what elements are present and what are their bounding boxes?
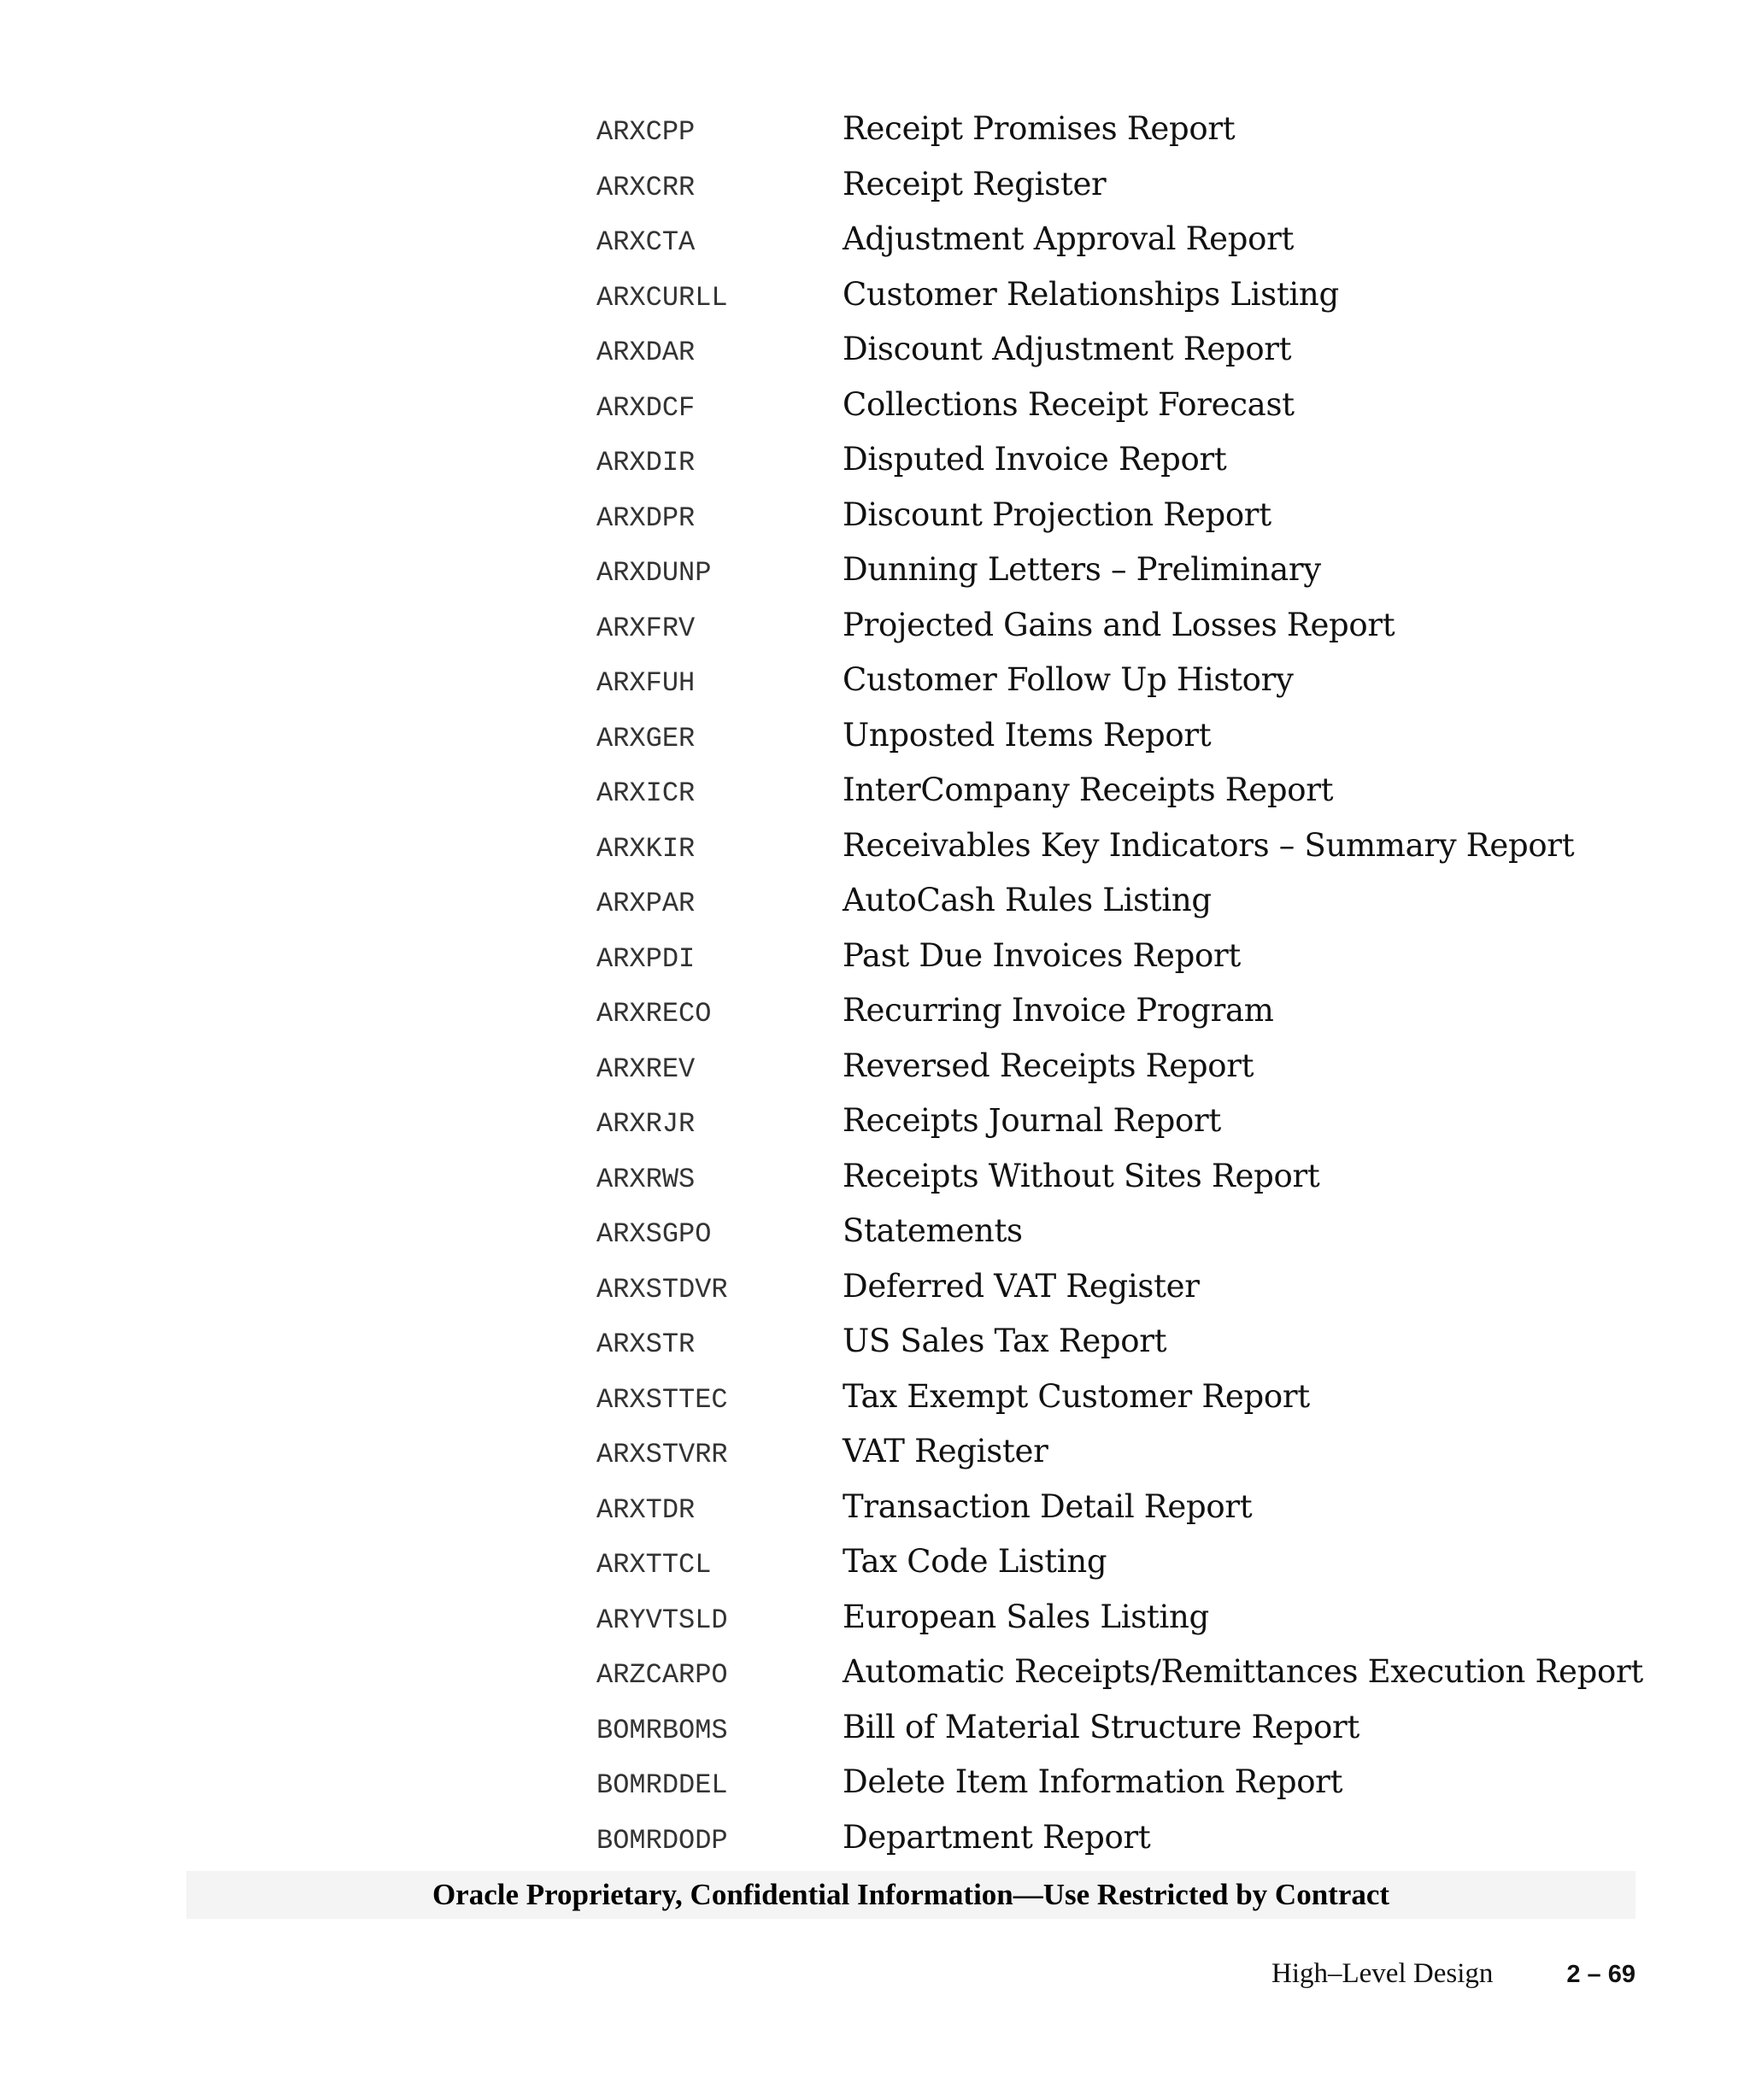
report-row: [0, 437, 1750, 493]
report-name: Bill of Material Structure Report: [843, 1708, 1359, 1745]
report-name: InterCompany Receipts Report: [843, 771, 1334, 808]
report-name: European Sales Listing: [843, 1598, 1209, 1635]
report-name: Recurring Invoice Program: [843, 992, 1274, 1029]
report-code: ARXDAR: [596, 337, 696, 368]
report-name: Discount Adjustment Report: [843, 331, 1292, 367]
report-row: [0, 934, 1750, 989]
report-code: ARXCRR: [596, 171, 696, 203]
report-code: ARXCURLL: [596, 281, 728, 314]
report-row: [0, 658, 1750, 713]
report-name: Receipts Journal Report: [843, 1102, 1221, 1139]
report-list: [0, 107, 1750, 1870]
report-code: ARXRJR: [596, 1108, 696, 1140]
report-code: ARXFUH: [596, 667, 696, 699]
report-code: ARXSTDVR: [596, 1273, 728, 1305]
report-code: ARXCTA: [596, 226, 696, 258]
report-name: Statements: [843, 1212, 1023, 1249]
report-name: Customer Relationships Listing: [843, 275, 1339, 313]
report-code: ARXDIR: [596, 447, 696, 478]
report-row: [0, 1485, 1750, 1540]
report-row: [0, 768, 1750, 824]
confidential-notice: Oracle Proprietary, Confidential Information––Use Restricted by Contract: [432, 1878, 1390, 1911]
report-row: [0, 878, 1750, 934]
report-row: [0, 1154, 1750, 1210]
report-code: ARXSTTEC: [596, 1383, 728, 1416]
report-row: [0, 1595, 1750, 1651]
report-name: Department Report: [843, 1818, 1151, 1856]
report-code: ARXICR: [596, 777, 696, 809]
report-row: [0, 1319, 1750, 1375]
report-code: ARXCPP: [596, 116, 696, 148]
report-row: [0, 1044, 1750, 1100]
report-name: Discount Projection Report: [843, 496, 1271, 533]
report-row: [0, 1650, 1750, 1705]
report-name: Automatic Receipts/Remittances Execution Report: [843, 1653, 1643, 1690]
report-code: ARXSTVRR: [596, 1439, 728, 1470]
report-row: [0, 162, 1750, 218]
report-name: Unposted Items Report: [843, 716, 1212, 754]
report-row: [0, 1705, 1750, 1761]
report-code: ARXRECO: [596, 998, 712, 1029]
report-name: Tax Exempt Customer Report: [843, 1377, 1310, 1415]
report-row: [0, 1375, 1750, 1430]
report-code: ARXKIR: [596, 832, 696, 865]
report-row: [0, 1264, 1750, 1320]
report-name: Collections Receipt Forecast: [843, 385, 1295, 423]
report-name: Disputed Invoice Report: [843, 441, 1227, 478]
report-name: AutoCash Rules Listing: [843, 882, 1212, 918]
report-code: ARXDCF: [596, 391, 696, 424]
report-row: [0, 107, 1750, 162]
report-name: Receipts Without Sites Report: [843, 1157, 1320, 1194]
report-code: ARXREV: [596, 1053, 696, 1085]
report-code: ARXTDR: [596, 1493, 696, 1526]
report-name: US Sales Tax Report: [843, 1323, 1167, 1359]
report-name: Past Due Invoices Report: [843, 936, 1241, 974]
report-name: Receipt Register: [843, 165, 1107, 202]
confidential-banner: [186, 1871, 1635, 1919]
report-code: ARXDUNP: [596, 557, 712, 589]
report-name: Customer Follow Up History: [843, 661, 1294, 698]
report-row: [0, 1760, 1750, 1816]
report-code: ARXGER: [596, 722, 696, 754]
report-name: Delete Item Information Report: [843, 1763, 1343, 1800]
page-number: 2 – 69: [1566, 1961, 1635, 1988]
report-name: Receivables Key Indicators – Summary Report: [843, 826, 1575, 864]
footer-section-title: High–Level Design: [1271, 1958, 1494, 1989]
report-name: Tax Code Listing: [843, 1543, 1107, 1580]
report-code: BOMRDODP: [596, 1824, 728, 1857]
report-row: [0, 1429, 1750, 1485]
report-code: BOMRBOMS: [596, 1714, 728, 1746]
page-footer: [1271, 1958, 1635, 1990]
report-name: Transaction Detail Report: [843, 1487, 1253, 1525]
report-row: [0, 548, 1750, 603]
report-code: ARXSGPO: [596, 1218, 712, 1250]
report-name: Receipt Promises Report: [843, 110, 1236, 147]
report-row: [0, 824, 1750, 879]
report-row: [0, 1540, 1750, 1595]
report-name: Projected Gains and Losses Report: [843, 606, 1395, 643]
report-row: [0, 327, 1750, 383]
report-row: [0, 383, 1750, 438]
report-row: [0, 493, 1750, 548]
report-name: Dunning Letters – Preliminary: [843, 551, 1321, 588]
report-row: [0, 988, 1750, 1044]
report-code: ARXSTR: [596, 1329, 696, 1360]
report-name: Adjustment Approval Report: [843, 220, 1295, 257]
report-name: Deferred VAT Register: [843, 1267, 1200, 1305]
report-row: [0, 1816, 1750, 1871]
report-row: [0, 217, 1750, 273]
report-name: VAT Register: [843, 1433, 1048, 1469]
report-row: [0, 713, 1750, 769]
report-row: [0, 273, 1750, 328]
report-name: Reversed Receipts Report: [843, 1047, 1254, 1084]
report-code: ARZCARPO: [596, 1659, 728, 1691]
report-code: BOMRDDEL: [596, 1769, 728, 1801]
report-code: ARXFRV: [596, 612, 696, 644]
report-code: ARXPDI: [596, 942, 696, 975]
report-code: ARYVTSLD: [596, 1604, 728, 1636]
report-code: ARXTTCL: [596, 1549, 712, 1581]
report-code: ARXDPR: [596, 502, 696, 534]
report-row: [0, 1209, 1750, 1264]
report-code: ARXPAR: [596, 888, 696, 919]
report-row: [0, 603, 1750, 659]
report-row: [0, 1099, 1750, 1154]
report-code: ARXRWS: [596, 1163, 696, 1195]
